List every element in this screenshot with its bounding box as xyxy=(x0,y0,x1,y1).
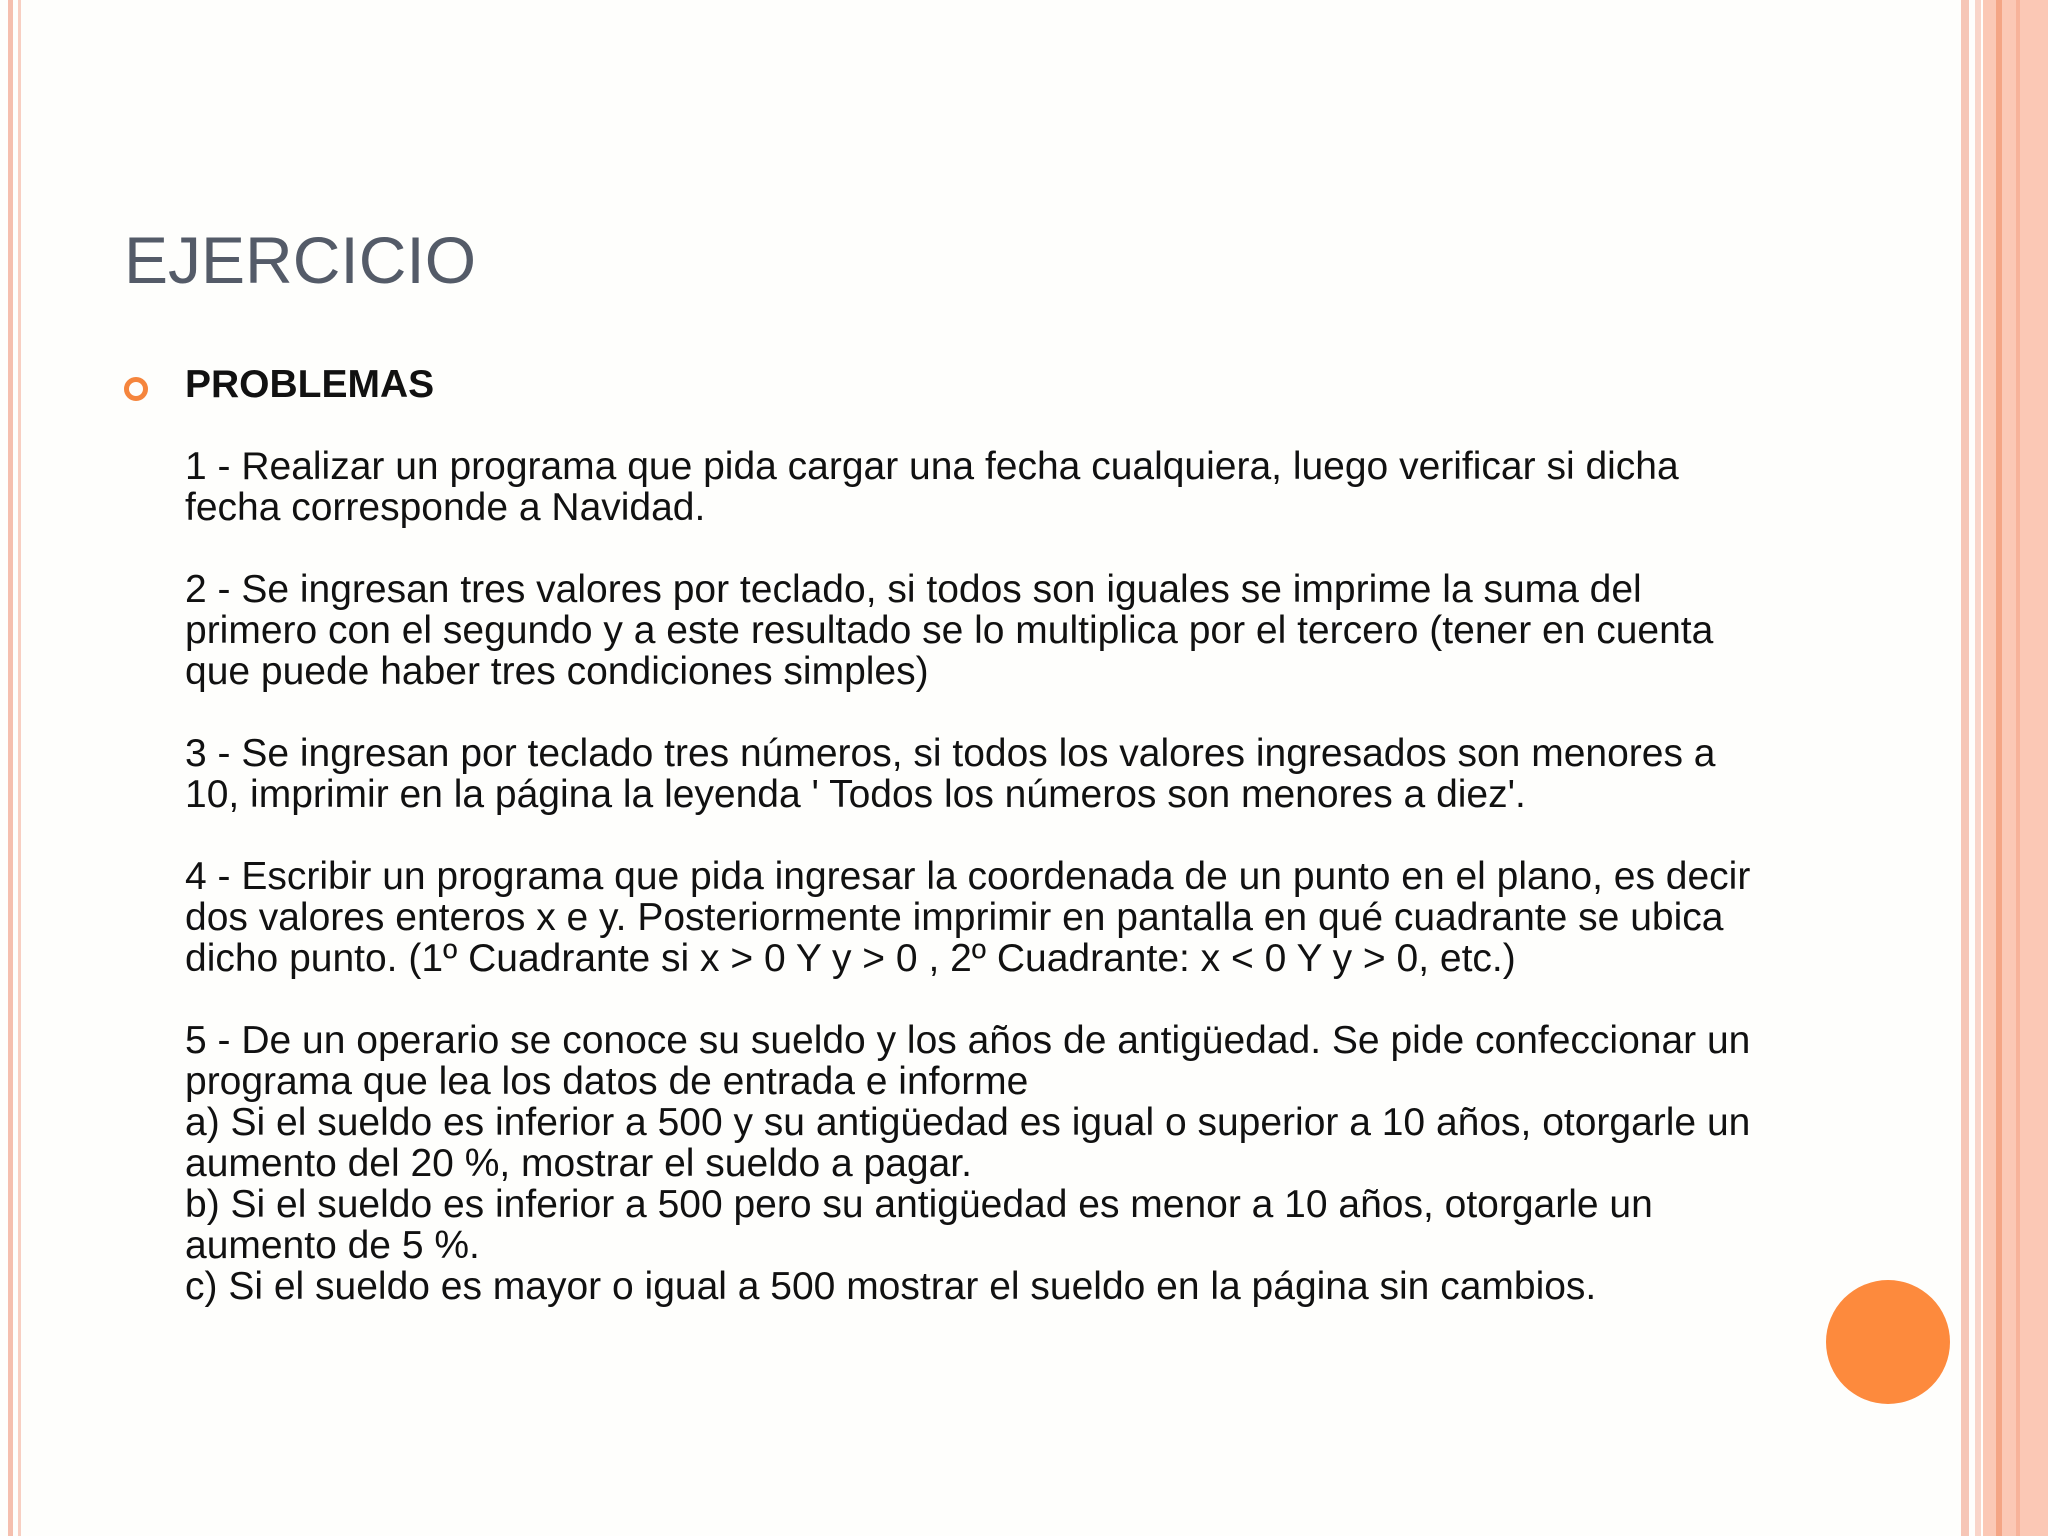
problem-text: 5 - De un operario se conoce su sueldo y los años de antigüedad. Se pide confeccionar un programa que lea los datos de entrada e informe xyxy=(185,1019,1751,1103)
problem-text: 2 - Se ingresan tres valores por teclado, si todos son iguales se imprime la suma del primero con el segundo y a este resultado se lo multiplica por el tercero (tener en cuenta que puede haber tres condiciones simples) xyxy=(185,568,1714,693)
right-border-stripe xyxy=(1975,0,1981,1536)
bullet-ring-icon xyxy=(124,377,148,401)
problem-subitem: a) Si el sueldo es inferior a 500 y su antigüedad es igual o superior a 10 años, otorgarle un aumento del 20 %, mostrar el sueldo a pagar. xyxy=(185,1101,1751,1185)
right-border-stripe xyxy=(1961,0,1969,1536)
problem-item xyxy=(185,1020,1765,1307)
section-heading: PROBLEMAS xyxy=(185,363,435,406)
slide-body xyxy=(185,364,1765,1348)
slide-title: EJERCICIO xyxy=(124,223,477,297)
problem-text: 3 - Se ingresan por teclado tres números, si todos los valores ingresados son menores a 10, imprimir en la página la leyenda ' Todos los números son menores a diez'. xyxy=(185,732,1716,816)
problem-text: 4 - Escribir un programa que pida ingresar la coordenada de un punto en el plano, es decir dos valores enteros x e y. Posteriormente imprimir en pantalla en qué cuadrante se ubica dicho punto. (1º Cuadrante si x > 0 Y y > 0 , 2º Cuadrante: x < 0 Y y > 0, etc.) xyxy=(185,855,1751,980)
problem-item xyxy=(185,569,1765,692)
right-border-stripe xyxy=(2016,0,2020,1536)
decorative-circle xyxy=(1826,1280,1950,1404)
problem-subitem: c) Si el sueldo es mayor o igual a 500 mostrar el sueldo en la página sin cambios. xyxy=(185,1265,1597,1308)
problem-item xyxy=(185,446,1765,528)
problem-item xyxy=(185,856,1765,979)
problem-item xyxy=(185,733,1765,815)
right-border-stripe xyxy=(1996,0,2002,1536)
left-border-line xyxy=(8,0,13,1536)
left-border-line-inner xyxy=(18,0,21,1536)
problem-text: 1 - Realizar un programa que pida cargar una fecha cualquiera, luego verificar si dicha fecha corresponde a Navidad. xyxy=(185,445,1679,529)
problem-subitem: b) Si el sueldo es inferior a 500 pero su antigüedad es menor a 10 años, otorgarle un aumento de 5 %. xyxy=(185,1183,1653,1267)
